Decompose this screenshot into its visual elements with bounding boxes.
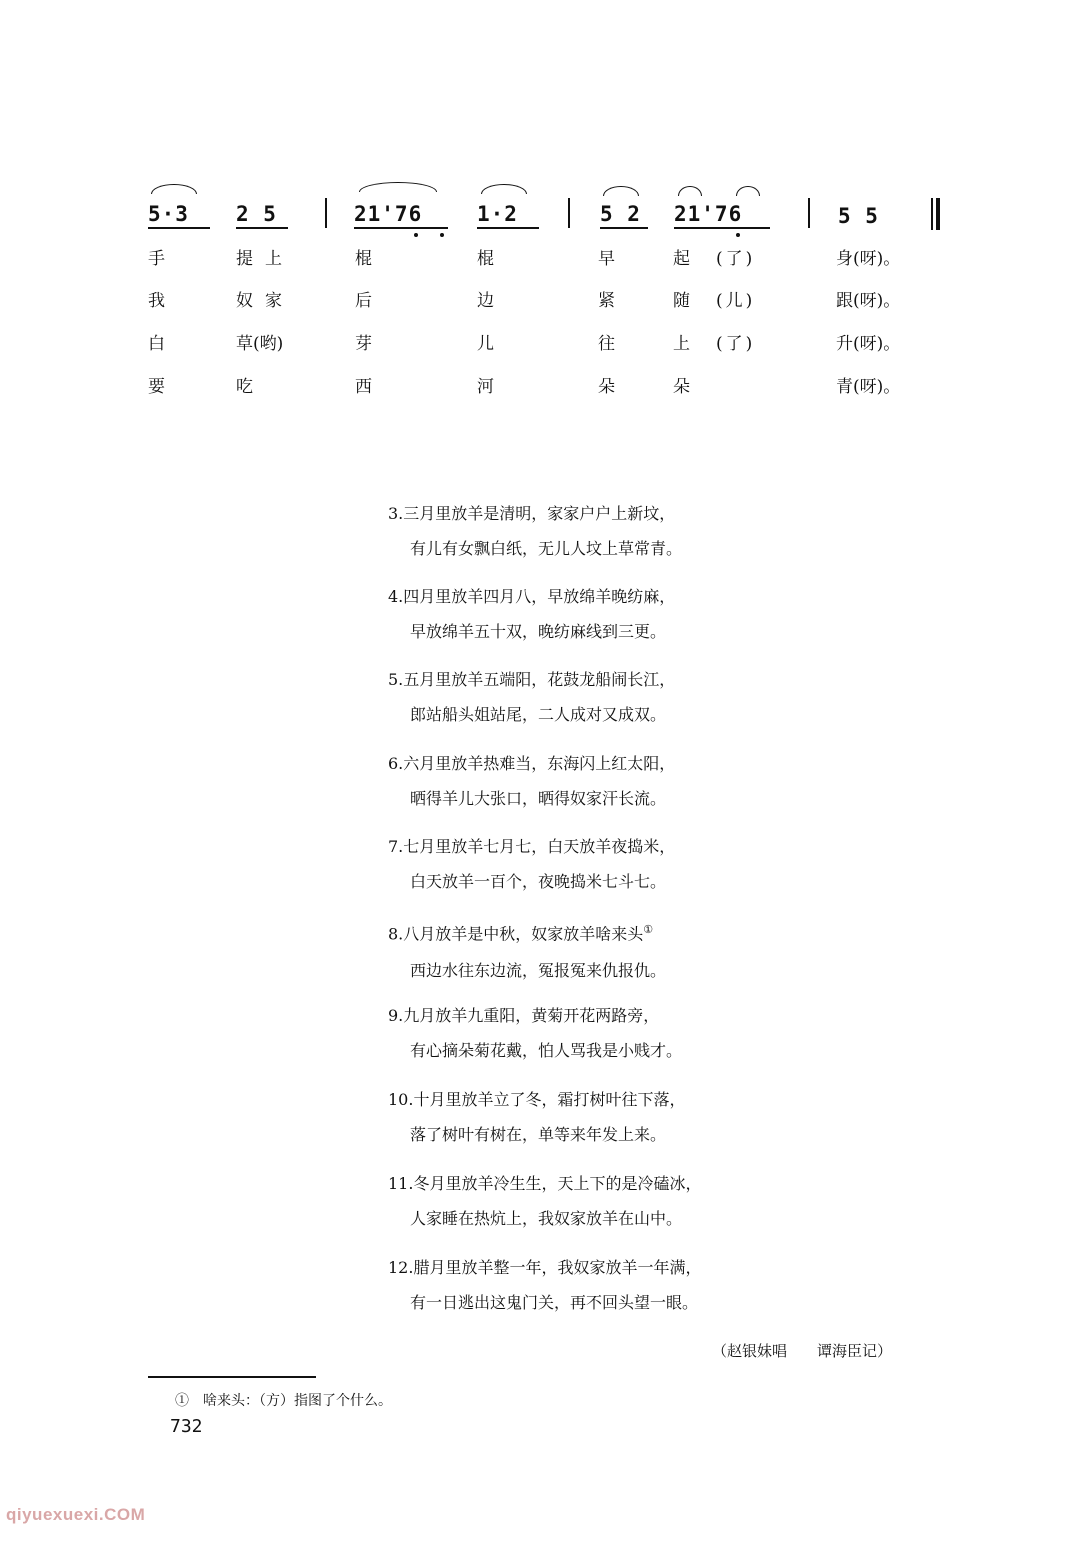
verse-line: 白天放羊一百个，夜晚捣米七斗七。: [410, 872, 667, 891]
lyric-syllable: 白: [148, 334, 165, 354]
lyric-syllable: 要: [148, 377, 165, 397]
measure-4-beats: 5 5: [838, 204, 879, 228]
slur: [481, 184, 527, 194]
verse-line: 晒得羊儿大张口，晒得奴家汗长流。: [410, 789, 667, 808]
verse-line: 12.腊月里放羊整一年，我奴家放羊一年满，: [388, 1258, 702, 1277]
final-bar-line: [931, 198, 933, 230]
beam-line: [354, 227, 448, 229]
verse-line: 5.五月里放羊五端阳，花鼓龙船闹长江，: [388, 670, 676, 689]
slur: [678, 186, 702, 196]
verse-line: 落了树叶有树在，单等来年发上来。: [410, 1125, 667, 1144]
lyric-syllable: 往: [598, 334, 615, 354]
lyric-syllable: 跟(呀)。: [836, 291, 901, 311]
lyric-syllable: 儿: [477, 334, 494, 354]
verse-line: 人家睡在热炕上，我奴家放羊在山中。: [410, 1209, 683, 1228]
verse-line: 早放绵羊五十双，晚纺麻线到三更。: [410, 622, 667, 641]
measure-1-beat-1: 5·3: [148, 202, 189, 226]
footnote-rule: [148, 1376, 316, 1378]
verse: [388, 746, 675, 816]
lyric-syllable: (了): [716, 249, 756, 269]
lyric-syllable: 棍: [477, 249, 494, 269]
lyric-syllable: (儿): [716, 291, 756, 311]
verse-line: 有心摘朵菊花戴，怕人骂我是小贱才。: [410, 1041, 683, 1060]
lyric-syllable: 后: [355, 291, 372, 311]
verse: [388, 912, 666, 988]
verse: [388, 998, 682, 1068]
measure-2-beat-1: 21'76: [354, 202, 423, 226]
measure-1-beat-2: 2 5: [236, 202, 277, 226]
verse-line: 西边水往东边流，冤报冤来仇报仇。: [410, 961, 667, 981]
site-watermark: qiyuexuexi.COM: [6, 1505, 146, 1524]
verse: [388, 662, 675, 732]
measure-3-beat-2: 21'76: [674, 202, 743, 226]
beam-line: [477, 227, 539, 229]
verse: [388, 496, 682, 566]
lyric-syllable: 朵: [598, 377, 615, 397]
verse: [388, 1166, 701, 1236]
lyric-syllable: 手: [148, 249, 165, 269]
lyric-syllable: 河: [477, 377, 494, 397]
verse: [388, 1250, 701, 1320]
lyric-syllable: 上: [673, 334, 690, 354]
beam-line: [674, 227, 770, 229]
verse-line: 有儿有女飘白纸，无儿人坟上草常青。: [410, 539, 683, 558]
lyric-syllable: 随: [673, 291, 690, 311]
bar-line: [325, 198, 327, 228]
verse-line: 7.七月里放羊七月七，白天放羊夜捣米，: [388, 837, 676, 856]
octave-dot: [736, 233, 740, 237]
lyric-syllable: 早: [598, 249, 615, 269]
slur: [359, 182, 437, 192]
footnote: ① 啥来头：（方）指图了个什么。: [175, 1393, 392, 1409]
lyric-syllable: 紧: [598, 291, 615, 311]
lyric-syllable: 起: [673, 249, 690, 269]
beam-line: [236, 227, 288, 229]
slur: [151, 184, 197, 194]
octave-dot: [414, 233, 418, 237]
verse-line: 有一日逃出这鬼门关，再不回头望一眼。: [410, 1293, 699, 1312]
lyric-syllable: 棍: [355, 249, 372, 269]
bar-line: [808, 198, 810, 228]
lyric-syllable: 升(呀)。: [836, 334, 901, 354]
slur: [736, 186, 760, 196]
performer-credit: （赵银妹唱 谭海臣记）: [712, 1342, 893, 1360]
lyric-syllable: 草(哟): [236, 334, 284, 354]
verse: [388, 829, 675, 899]
verse: [388, 579, 675, 649]
lyric-syllable: 提上: [236, 249, 294, 269]
lyric-syllable: 朵: [673, 377, 690, 397]
lyric-syllable: (了): [716, 334, 756, 354]
measure-2-beat-2: 1·2: [477, 202, 518, 226]
page-number: 732: [170, 1416, 203, 1437]
beam-line: [600, 227, 648, 229]
verse-line: 4.四月里放羊四月八，早放绵羊晚纺麻，: [388, 587, 676, 606]
lyric-syllable: 边: [477, 291, 494, 311]
verse-line: 6.六月里放羊热难当，东海闪上红太阳，: [388, 754, 676, 773]
lyric-syllable: 西: [355, 377, 372, 397]
beam-line: [148, 227, 210, 229]
verse-line: 3.三月里放羊是清明，家家户户上新坟，: [388, 504, 676, 523]
verse-line: 8.八月放羊是中秋，奴家放羊啥来头①: [388, 923, 654, 944]
footnote-marker: ①: [643, 923, 654, 936]
lyric-syllable: 吃: [236, 377, 253, 397]
final-bar-line: [936, 198, 940, 230]
verse-line: 郎站船头姐站尾，二人成对又成双。: [410, 705, 667, 724]
verse-line: 10.十月里放羊立了冬，霜打树叶往下落，: [388, 1090, 686, 1109]
lyric-syllable: 身(呀)。: [836, 249, 901, 269]
verse-line: 11.冬月里放羊冷生生，天上下的是冷磕冰，: [388, 1174, 702, 1193]
measure-3-beat-1: 5 2: [600, 202, 641, 226]
slur: [603, 186, 639, 196]
verse: [388, 1082, 685, 1152]
lyric-syllable: 我: [148, 291, 165, 311]
verse-line: 9.九月放羊九重阳，黄菊开花两路旁，: [388, 1006, 660, 1025]
lyric-syllable: 奴家: [236, 291, 294, 311]
lyric-syllable: 青(呀)。: [836, 377, 901, 397]
lyric-syllable: 芽: [355, 334, 372, 354]
octave-dot: [440, 233, 444, 237]
bar-line: [568, 198, 570, 228]
